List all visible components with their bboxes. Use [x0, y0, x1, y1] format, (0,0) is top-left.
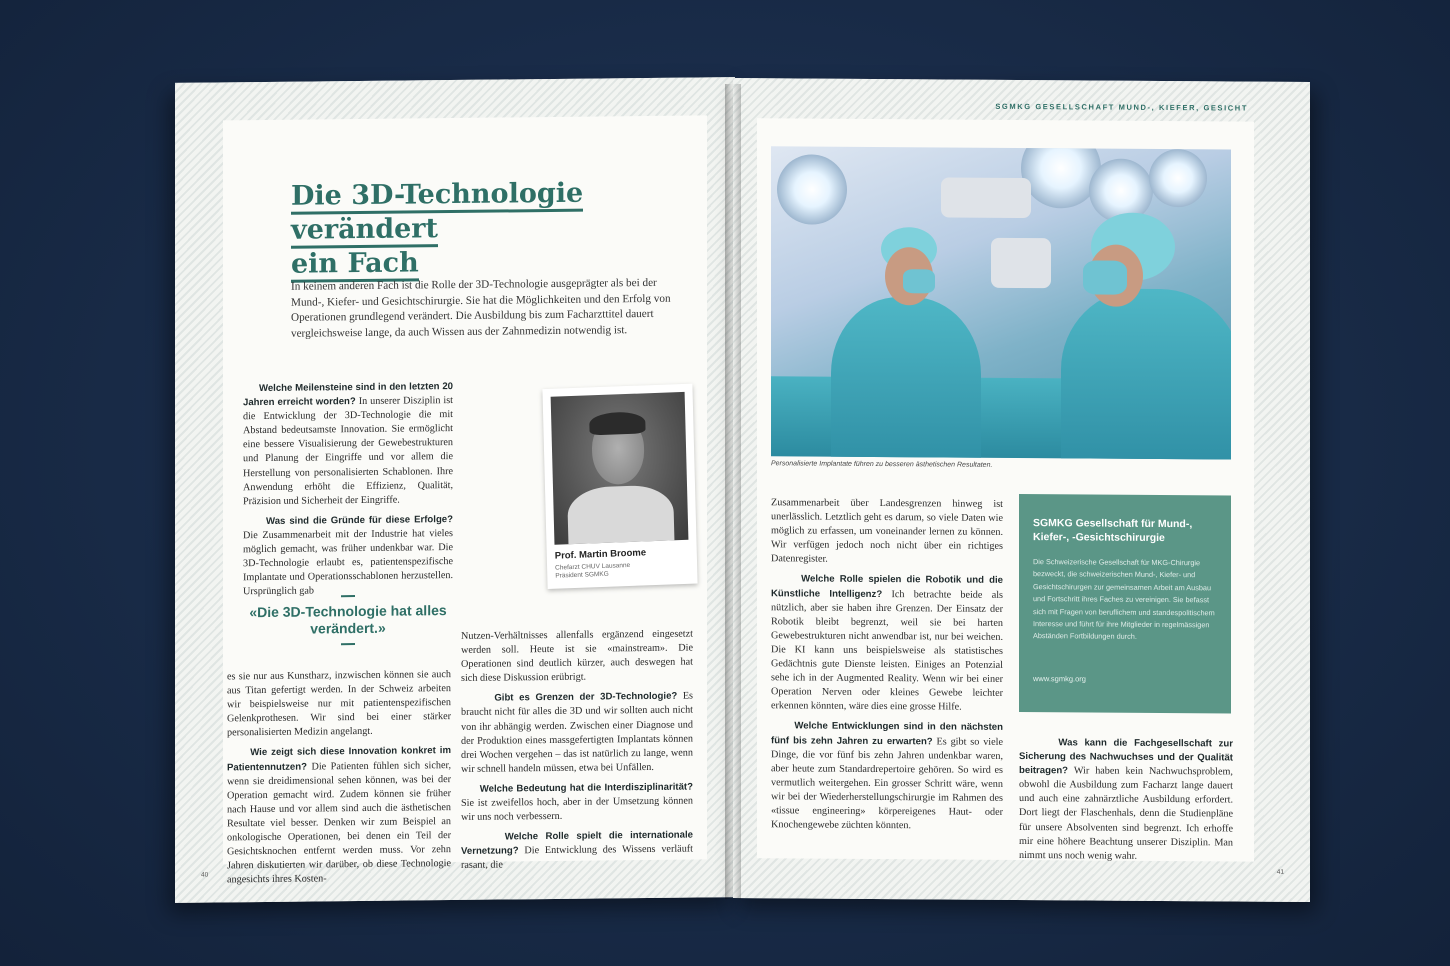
surgeon-right-mask — [1083, 260, 1127, 294]
answer-9: Wir haben kein Nachwuchsproblem, obwohl die Ausbildung zum Facharzt lange dauert und auch eine zahnärztliche Ausbildung erfordert. Dort liegt der Flaschenhals, denn die Studienpläne für unsere Absolventen sind begrenzt. Ich erhoffe mir eine höhere Beachtung unserer Disziplin. Man nimmt uns noch wenig wahr. — [1019, 765, 1233, 862]
microscope-arm — [941, 177, 1031, 218]
left-page-content — [201, 115, 707, 886]
info-box-body: Die Schweizerische Gesellschaft für MKG-Chirurgie bezweckt, die schweizerischen Mund-, Kiefer- und Gesichtschirurgen zur gemeinsamen Arbeit am Ausbau und Fortschritt ihres Faches zu vereinigen. Sie befasst sich mit Fragen von beruflichem und standespolitischem Interesse und führt für ihre Mitglieder in regelmässigen Abständen Fortbildungen durch. — [1033, 557, 1215, 642]
answer-2: Die Zusammenarbeit mit der Industrie hat vieles möglich gemacht, was früher undenkbar war. Die 3D-Technologie erlaubt es, patientenspezifische Implantate und Operationsschablonen herzustellen. Ursprünglich gab — [243, 527, 453, 598]
pull-quote-dash — [341, 643, 355, 645]
section-header: SGMKG GESELLSCHAFT MUND-, KIEFER, GESICHT — [995, 101, 1248, 113]
answer-1: In unserer Disziplin ist die Entwicklung der 3D-Technologie die mit Abstand bedeutsamste Innovation. Sie ermöglicht eine bessere Visualisierung der Gewebestrukturen und Planung der Eingriffe und vor allem die Herstellung von personalisierten Schablonen. Ihre Anwendung erhöht die Effizienz, Qualität, Präzision und Sicherheit der Eingriffe. — [243, 395, 453, 507]
answer-3: Die Patienten fühlen sich sicher, wenn sie dreidimensional sehen können, was bei der Operation gemacht wird. Zudem können sie früher nach Hause und vor allem sind auch die ästhetischen Resultate viel besser. Denken wir zum Beispiel an onkologische Operationen, bei denen ein Teil der Gesichtsknochen entfernt werden muss. Vor zehn Jahren diskutierten wir darüber, ob diese Technologie angesichts ihres Kosten- — [227, 759, 451, 886]
column-2-continued: Nutzen-Verhältnisses allenfalls ergänzend eingesetzt werden soll. Heute ist sie «mainstream». Die Operationen sind deutlich kürzer, auch deswegen hat sich diese Diskussion erübrigt. — [461, 628, 693, 685]
question-9: Was kann die Fachgesellschaft zur Sicherung des Nachwuchses und der Qualität beitragen? — [1019, 737, 1234, 777]
right-page — [733, 78, 1310, 902]
portrait-role — [555, 562, 631, 581]
page-number-left: 40 — [201, 871, 209, 879]
answer-6: Die Entwicklung des Wissens verläuft rasant, die — [461, 843, 694, 872]
info-box-title: SGMKG Gesellschaft für Mund-, Kiefer-, -Gesichtschirurgie — [1033, 517, 1193, 545]
portrait-coat — [567, 484, 675, 544]
answer-8: Es gibt so viele Dinge, die vor fünf bis zehn Jahren undenkbar waren, aber heute zum Standardrepertoire gehören. So wird es vermutlich weitergehen. Ein grosser Schritt wäre, wenn wir bei der Wiederherstellungschirurgie im Rahmen des «tissue engineering» körpereigenes Haut- oder Knochengewebe züchten könnten. — [771, 735, 1003, 832]
surgical-lamp — [1021, 146, 1101, 208]
left-page — [175, 77, 735, 903]
pull-quote-dash — [341, 595, 355, 597]
question-2: Was sind die Gründe für diese Erfolge? — [266, 513, 453, 527]
pull-quote — [243, 588, 453, 652]
page-number-right: 41 — [1276, 868, 1284, 876]
surgeon-left — [831, 297, 981, 460]
surgeon-left-mask — [903, 269, 935, 293]
question-5: Welche Bedeutung hat die Interdisziplinarität? — [479, 781, 693, 795]
portrait-role-line-2: Präsident SGMKG — [555, 570, 609, 580]
column-2 — [461, 628, 693, 874]
title-line-1: Die 3D-Technologie verändert — [291, 178, 583, 249]
surgical-lamp — [777, 154, 847, 224]
article-title — [291, 175, 707, 281]
spine-shadow — [725, 84, 741, 899]
column-1-top — [243, 380, 453, 600]
question-6: Welche Rolle spielt die internationale Vernetzung? — [461, 829, 693, 858]
answer-7: Ich betrachte beide als nützlich, aber sie haben ihre Grenzen. Der Einsatz der Robotik bleibt begrenzt, weil sie bei harten Gewebestrukturen nicht anwendbar ist, nur bei weichen. Die KI kann uns beispielsweise als statistisches Gedächtnis gute Dienste leisten. Einiges an Potenzial sehe ich in der Augmented Reality. Wenn wir bei einer Operation Nerven oder kleines Gewebe leichter erkennen könnten, wäre dies eine grosse Hilfe. — [771, 588, 1004, 713]
portrait-image — [551, 392, 689, 545]
microscope-head — [991, 238, 1051, 288]
surgery-photo — [771, 146, 1231, 459]
column-1-continued: es sie nur aus Kunstharz, inzwischen können sie auch aus Titan gefertigt werden. In der Schweiz arbeiten wir beispielsweise nur mit patientenspezifischen Gelenkprothesen. Wir sind bei einer stärker personalisierten Medizin angelangt. — [227, 669, 451, 739]
portrait-hair — [589, 411, 646, 435]
surgical-lamp — [1149, 149, 1207, 207]
right-column-1 — [771, 496, 1003, 834]
question-3: Wie zeigt sich diese Innovation konkret im Patientennutzen? — [227, 745, 451, 773]
answer-5: Sie ist zweifellos hoch, aber in der Umsetzung können wir uns noch verbessern. — [461, 795, 693, 824]
info-box-url: www.sgmkg.org — [1033, 674, 1086, 684]
question-8: Welche Entwicklungen sind in den nächsten fünf bis zehn Jahren zu erwarten? — [771, 720, 1004, 747]
surgeon-right — [1061, 288, 1231, 459]
right-page-content — [757, 101, 1284, 876]
answer-4: Es braucht nicht für alles die 3D und wir sollten auch nicht von ihr abhängig werden. Zwischen einer Diagnose und der Produktion eines massgefertigten Implantats können drei Wochen vergehen – das ist natürlich zu lange, wenn wir schnell handeln müssen, etwa bei Unfällen. — [461, 690, 694, 775]
question-7: Welche Rolle spielen die Robotik und die Künstliche Intelligenz? — [771, 573, 1003, 600]
info-box — [1019, 494, 1231, 713]
question-1: Welche Meilensteine sind in den letzten 20 Jahren erreicht worden? — [243, 381, 453, 409]
photo-caption: Personalisierte Implantate führen zu besseren ästhetischen Resultaten. — [771, 460, 993, 469]
intro-paragraph: In keinem anderen Fach ist die Rolle der 3D-Technologie ausgeprägter als bei der Mund-, Kiefer- und Gesichtschirurgie. Sie hat die Möglichkeiten und den Erfolg von Operationen grundlegend verändert. Die Ausbildung bis zum Facharzttitel dauert vergleichsweise lange, da auch Wissen aus der Zahnmedizin notwendig ist. — [291, 276, 671, 340]
title-line-2: ein Fach — [291, 247, 419, 282]
right-column-1-continued: Zusammenarbeit über Landesgrenzen hinweg ist unerlässlich. Letztlich geht es darum, so viele Daten wie möglich zu erfassen, um voneinander lernen zu können. Wir verfügen jedoch noch nicht über ein richtiges Datenregister. — [771, 497, 1003, 566]
portrait-role-line-1: Chefarzt CHUV Lausanne — [555, 561, 631, 572]
question-4: Gibt es Grenzen der 3D-Technologie? — [494, 691, 678, 704]
portrait-photo — [542, 384, 697, 589]
right-column-2 — [1019, 736, 1233, 864]
pull-quote-text: «Die 3D-Technologie hat alles verändert.» — [249, 602, 447, 637]
column-1-bottom — [227, 668, 451, 888]
portrait-name: Prof. Martin Broome — [554, 547, 647, 562]
